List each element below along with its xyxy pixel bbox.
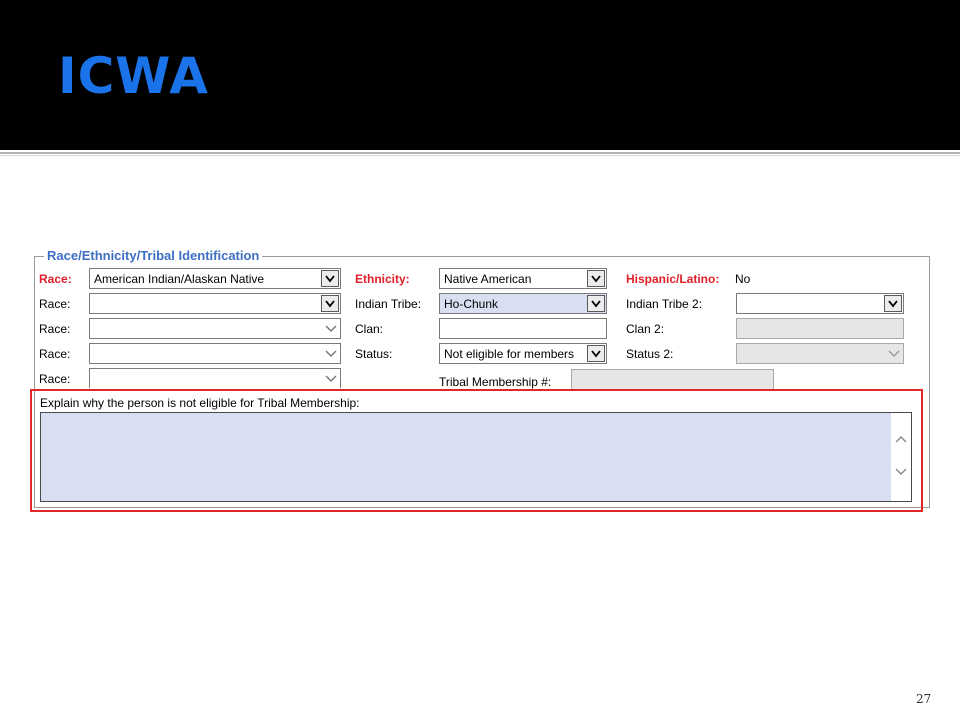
- explain-textarea[interactable]: [40, 412, 912, 502]
- race-label-4: Race:: [39, 347, 71, 361]
- hispanic-latino-value: No: [735, 272, 751, 286]
- chevron-down-icon[interactable]: [888, 349, 900, 358]
- fieldset-legend: Race/Ethnicity/Tribal Identification: [44, 249, 262, 263]
- header-divider: [0, 152, 960, 154]
- ethnicity-select[interactable]: [439, 268, 607, 289]
- header-divider-thin: [0, 155, 960, 156]
- page-number: 27: [916, 692, 932, 706]
- chevron-down-icon[interactable]: [325, 374, 337, 383]
- race-select-4[interactable]: [89, 343, 341, 364]
- race-select-5[interactable]: [89, 368, 341, 388]
- chevron-down-icon[interactable]: [325, 349, 337, 358]
- clan-2-label: Clan 2:: [626, 322, 665, 336]
- indian-tribe-select[interactable]: [439, 293, 607, 314]
- status-2-select[interactable]: [736, 343, 904, 364]
- tribal-membership-input[interactable]: [571, 369, 774, 389]
- explain-label: Explain why the person is not eligible for Tribal Membership:: [40, 396, 360, 410]
- indian-tribe-value: Ho-Chunk: [444, 297, 499, 311]
- chevron-down-icon[interactable]: [587, 270, 605, 287]
- chevron-down-icon[interactable]: [884, 295, 902, 312]
- race-select-2[interactable]: [89, 293, 341, 314]
- status-value: Not eligible for members: [444, 347, 575, 361]
- status-label: Status:: [355, 347, 393, 361]
- chevron-down-icon[interactable]: [895, 467, 907, 476]
- ethnicity-value: Native American: [444, 272, 532, 286]
- race-label-3: Race:: [39, 322, 71, 336]
- race-select-3[interactable]: [89, 318, 341, 339]
- status-2-label: Status 2:: [626, 347, 674, 361]
- race-select-1-value: American Indian/Alaskan Native: [94, 272, 265, 286]
- tribal-membership-label: Tribal Membership #:: [439, 375, 552, 389]
- race-label-2: Race:: [39, 297, 71, 311]
- ethnicity-label: Ethnicity:: [355, 272, 410, 286]
- clan-2-input[interactable]: [736, 318, 904, 339]
- hispanic-latino-label: Hispanic/Latino:: [626, 272, 720, 286]
- textarea-scrollbar[interactable]: [891, 413, 911, 501]
- form-screenshot: [30, 246, 935, 516]
- race-select-1[interactable]: [89, 268, 341, 289]
- race-label-5: Race:: [39, 372, 71, 386]
- race-label-1: Race:: [39, 272, 72, 286]
- chevron-down-icon[interactable]: [587, 295, 605, 312]
- clan-input[interactable]: [439, 318, 607, 339]
- slide-title: ICWA: [58, 47, 209, 105]
- status-select[interactable]: [439, 343, 607, 364]
- chevron-down-icon[interactable]: [321, 270, 339, 287]
- chevron-down-icon[interactable]: [587, 345, 605, 362]
- indian-tribe-2-label: Indian Tribe 2:: [626, 297, 703, 311]
- clan-label: Clan:: [355, 322, 384, 336]
- indian-tribe-label: Indian Tribe:: [355, 297, 422, 311]
- chevron-up-icon[interactable]: [895, 435, 907, 444]
- indian-tribe-2-select[interactable]: [736, 293, 904, 314]
- chevron-down-icon[interactable]: [321, 295, 339, 312]
- chevron-down-icon[interactable]: [325, 324, 337, 333]
